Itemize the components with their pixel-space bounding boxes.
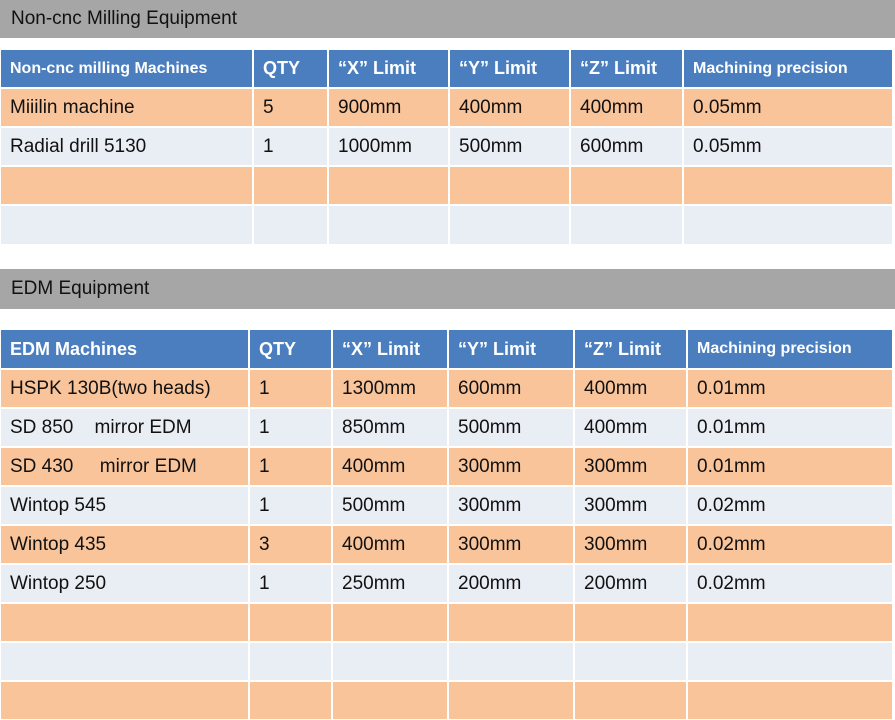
cell-x-limit (332, 681, 448, 719)
cell-x-limit (328, 205, 449, 244)
table-row (1, 369, 892, 408)
table-row (1, 447, 892, 486)
table-row (1, 88, 892, 127)
cell-y-limit: 300mm (448, 486, 574, 525)
cell-z-limit (574, 603, 687, 642)
cell-machine: Wintop 435 (1, 525, 249, 564)
cell-x-limit (332, 642, 448, 681)
table-row (1, 642, 892, 681)
section-title-non-cnc (0, 0, 895, 38)
cell-y-limit: 600mm (448, 369, 574, 408)
table-header-row (1, 330, 892, 369)
cell-z-limit (570, 166, 683, 205)
cell-y-limit: 500mm (448, 408, 574, 447)
cell-precision: 0.01mm (687, 408, 892, 447)
cell-x-limit (328, 166, 449, 205)
cell-z-limit (570, 205, 683, 244)
cell-y-limit: 400mm (449, 88, 570, 127)
cell-precision: 0.05mm (683, 127, 892, 166)
cell-x-limit: 500mm (332, 486, 448, 525)
column-header-qty: QTY (253, 50, 328, 88)
cell-qty: 1 (253, 127, 328, 166)
column-header-x-limit: “X” Limit (328, 50, 449, 88)
cell-y-limit (448, 603, 574, 642)
cell-precision (683, 166, 892, 205)
cell-machine: Miiilin machine (1, 88, 253, 127)
cell-precision (687, 642, 892, 681)
cell-y-limit (449, 166, 570, 205)
cell-z-limit (574, 681, 687, 719)
cell-precision: 0.02mm (687, 525, 892, 564)
cell-y-limit: 500mm (449, 127, 570, 166)
table-row (1, 486, 892, 525)
cell-z-limit: 400mm (574, 369, 687, 408)
cell-z-limit (574, 642, 687, 681)
column-header-machines: Non-cnc milling Machines (1, 50, 253, 88)
cell-z-limit: 600mm (570, 127, 683, 166)
cell-x-limit: 850mm (332, 408, 448, 447)
table-row (1, 127, 892, 166)
cell-y-limit (448, 642, 574, 681)
cell-qty (249, 603, 332, 642)
table-row (1, 205, 892, 244)
cell-precision (683, 205, 892, 244)
cell-z-limit: 400mm (570, 88, 683, 127)
column-header-precision: Machining precision (687, 330, 892, 369)
cell-precision: 0.02mm (687, 486, 892, 525)
table-row (1, 408, 892, 447)
cell-y-limit (449, 205, 570, 244)
table-row (1, 525, 892, 564)
cell-precision (687, 603, 892, 642)
column-header-z-limit: “Z” Limit (570, 50, 683, 88)
edm-equipment-table (1, 330, 892, 719)
column-header-x-limit: “X” Limit (332, 330, 448, 369)
cell-qty: 3 (249, 525, 332, 564)
cell-qty: 1 (249, 486, 332, 525)
cell-qty (249, 642, 332, 681)
cell-z-limit: 300mm (574, 525, 687, 564)
column-header-z-limit: “Z” Limit (574, 330, 687, 369)
cell-machine: SD 850 mirror EDM (1, 408, 249, 447)
cell-y-limit: 300mm (448, 525, 574, 564)
table-header-row (1, 50, 892, 88)
column-header-precision: Machining precision (683, 50, 892, 88)
cell-qty: 1 (249, 408, 332, 447)
cell-machine (1, 681, 249, 719)
cell-machine: Wintop 545 (1, 486, 249, 525)
cell-x-limit (332, 603, 448, 642)
column-header-y-limit: “Y” Limit (448, 330, 574, 369)
cell-x-limit: 250mm (332, 564, 448, 603)
table-row (1, 564, 892, 603)
table-row (1, 681, 892, 719)
cell-machine (1, 205, 253, 244)
cell-qty: 1 (249, 564, 332, 603)
column-header-qty: QTY (249, 330, 332, 369)
cell-y-limit (448, 681, 574, 719)
cell-x-limit: 1000mm (328, 127, 449, 166)
cell-machine (1, 642, 249, 681)
table-row (1, 603, 892, 642)
cell-z-limit: 200mm (574, 564, 687, 603)
cell-qty (253, 205, 328, 244)
cell-precision: 0.02mm (687, 564, 892, 603)
cell-machine: Radial drill 5130 (1, 127, 253, 166)
cell-z-limit: 400mm (574, 408, 687, 447)
cell-z-limit: 300mm (574, 486, 687, 525)
cell-qty (249, 681, 332, 719)
cell-qty: 5 (253, 88, 328, 127)
cell-qty (253, 166, 328, 205)
cell-precision (687, 681, 892, 719)
cell-z-limit: 300mm (574, 447, 687, 486)
cell-precision: 0.05mm (683, 88, 892, 127)
cell-x-limit: 1300mm (332, 369, 448, 408)
cell-precision: 0.01mm (687, 447, 892, 486)
cell-machine (1, 603, 249, 642)
cell-x-limit: 900mm (328, 88, 449, 127)
cell-x-limit: 400mm (332, 447, 448, 486)
cell-x-limit: 400mm (332, 525, 448, 564)
cell-y-limit: 200mm (448, 564, 574, 603)
column-header-machines: EDM Machines (1, 330, 249, 369)
cell-y-limit: 300mm (448, 447, 574, 486)
cell-machine: Wintop 250 (1, 564, 249, 603)
table-row (1, 166, 892, 205)
section-title-text: EDM Equipment (11, 278, 150, 299)
column-header-y-limit: “Y” Limit (449, 50, 570, 88)
cell-qty: 1 (249, 447, 332, 486)
cell-machine: HSPK 130B(two heads) (1, 369, 249, 408)
section-title-edm (0, 269, 895, 309)
cell-precision: 0.01mm (687, 369, 892, 408)
section-title-text: Non-cnc Milling Equipment (11, 8, 237, 29)
cell-qty: 1 (249, 369, 332, 408)
non-cnc-milling-table (1, 50, 892, 244)
cell-machine: SD 430 mirror EDM (1, 447, 249, 486)
cell-machine (1, 166, 253, 205)
